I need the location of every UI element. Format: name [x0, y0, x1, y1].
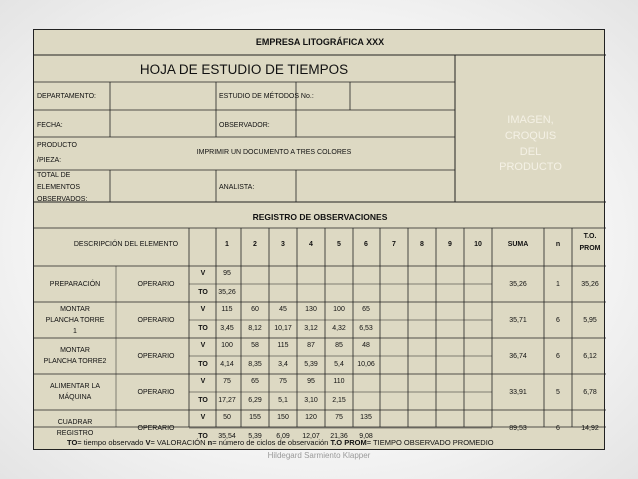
operario-label: OPERARIO [137, 389, 175, 396]
observador-label: OBSERVADOR: [219, 122, 270, 129]
header-descripcion: DESCRIPCIÓN DEL ELEMENTO [73, 241, 179, 248]
legend [67, 439, 494, 447]
valoracion-cell: 100 [221, 342, 233, 349]
n-cell: 1 [556, 281, 560, 288]
valoracion-cell: 75 [223, 378, 231, 385]
total-label-1: TOTAL DE [37, 172, 71, 179]
suma-cell: 35,26 [509, 281, 527, 288]
to-label: TO [198, 325, 208, 332]
element-name-line: PLANCHA TORRE [45, 316, 105, 324]
element-name-line: PREPARACIÓN [49, 280, 101, 288]
tiempo-observado-cell: 3,10 [304, 397, 318, 404]
legend-v-text: = VALORACIÓN [150, 438, 208, 447]
tiempo-observado-cell: 35,26 [218, 289, 236, 296]
tiempo-observado-cell: 12,07 [302, 433, 320, 440]
operario-label: OPERARIO [137, 353, 175, 360]
v-label: V [200, 378, 206, 385]
operario-label: OPERARIO [137, 317, 175, 324]
tiempo-observado-cell: 35,54 [218, 433, 236, 440]
v-label: V [200, 414, 206, 421]
tprom-cell: 6,78 [583, 389, 597, 396]
tiempo-observado-cell: 8,12 [248, 325, 262, 332]
to-label: TO [198, 397, 208, 404]
producto-label-2: /PIEZA: [37, 157, 62, 164]
author-credit: Hildegard Sarmiento Klapper [267, 451, 371, 460]
valoracion-cell: 45 [279, 306, 287, 313]
to-label: TO [198, 361, 208, 368]
valoracion-cell: 50 [223, 414, 231, 421]
n-cell: 6 [556, 425, 560, 432]
valoracion-cell: 115 [221, 306, 233, 313]
element-name-line: PLANCHA TORRE2 [43, 358, 107, 365]
element-name-line: CUADRAR [57, 419, 93, 426]
valoracion-cell: 115 [277, 342, 289, 349]
valoracion-cell: 65 [251, 378, 259, 385]
tiempo-observado-cell: 10,17 [274, 325, 292, 332]
tiempo-observado-cell: 4,32 [332, 325, 346, 332]
tiempo-observado-cell: 17,27 [218, 397, 236, 404]
valoracion-cell: 130 [305, 306, 317, 313]
suma-cell: 33,91 [509, 389, 527, 396]
valoracion-cell: 95 [307, 378, 315, 385]
header-col-2: 2 [253, 241, 257, 248]
total-label-3: OBSERVADOS: [37, 196, 88, 203]
tiempo-observado-cell: 9,08 [359, 433, 373, 440]
header-col-8: 8 [420, 241, 424, 248]
valoracion-cell: 75 [279, 378, 287, 385]
image-text-1: IMAGEN, [507, 113, 554, 126]
header-col-10: 10 [474, 241, 482, 248]
analista-label: ANALISTA: [219, 184, 255, 191]
legend-n-key: n [207, 438, 213, 447]
tiempo-observado-cell: 6,29 [248, 397, 262, 404]
header-col-9: 9 [448, 241, 452, 248]
to-label: TO [198, 289, 208, 296]
tiempo-observado-cell: 3,4 [278, 361, 288, 368]
operario-label: OPERARIO [137, 281, 175, 288]
v-label: V [200, 306, 206, 313]
legend-tprom-text: = TIEMPO OBSERVADO PROMEDIO [366, 438, 494, 447]
n-cell: 5 [556, 389, 560, 396]
tiempo-observado-cell: 4,14 [220, 361, 234, 368]
valoracion-cell: 135 [360, 414, 372, 421]
valoracion-cell: 95 [223, 270, 231, 277]
header-col-1: 1 [225, 241, 229, 248]
header-col-4: 4 [309, 241, 313, 248]
tiempo-observado-cell: 5,4 [334, 361, 344, 368]
valoracion-cell: 155 [249, 414, 261, 421]
tiempo-observado-cell: 6,09 [276, 433, 290, 440]
legend-tprom-key: T.O PROM [330, 438, 367, 447]
image-text-4: PRODUCTO [499, 161, 562, 174]
header-col-7: 7 [392, 241, 396, 248]
valoracion-cell: 87 [307, 342, 315, 349]
element-name-line: 1 [73, 327, 77, 335]
fecha-label: FECHA: [37, 122, 63, 129]
valoracion-cell: 120 [305, 414, 317, 421]
registro-title: REGISTRO DE OBSERVACIONES [252, 212, 388, 222]
suma-cell: 36,74 [509, 353, 527, 360]
n-cell: 6 [556, 353, 560, 360]
header-tprom-2: PROM [579, 245, 601, 252]
valoracion-cell: 65 [362, 306, 370, 313]
element-name-line: REGISTRO [56, 430, 94, 437]
valoracion-cell: 110 [333, 378, 345, 385]
producto-value: IMPRIMIR UN DOCUMENTO A TRES COLORES [196, 149, 352, 156]
image-text-3: DEL [519, 145, 542, 158]
element-name-line: ALIMENTAR LA [49, 383, 101, 390]
tiempo-observado-cell: 8,35 [248, 361, 262, 368]
valoracion-cell: 48 [362, 342, 370, 349]
legend-to-text: = tiempo observado [77, 438, 146, 447]
header-tprom-1: T.O. [583, 233, 597, 240]
header-suma: SUMA [507, 241, 529, 248]
tprom-cell: 35,26 [581, 281, 599, 288]
element-name-line: MÁQUINA [58, 394, 92, 401]
legend-n-text: = número de ciclos de observación [212, 438, 331, 447]
tiempo-observado-cell: 3,12 [304, 325, 318, 332]
legend-v-key: V [145, 438, 151, 447]
departamento-label: DEPARTAMENTO: [37, 93, 96, 100]
tiempo-observado-cell: 5,39 [304, 361, 318, 368]
operario-label: OPERARIO [137, 425, 175, 432]
tiempo-observado-cell: 21,36 [330, 433, 348, 440]
producto-label-1: PRODUCTO [37, 142, 77, 149]
to-label: TO [198, 433, 208, 440]
legend-to-key: TO [67, 438, 78, 447]
tiempo-observado-cell: 2,15 [332, 397, 346, 404]
header-col-6: 6 [364, 241, 368, 248]
tiempo-observado-cell: 10,06 [357, 361, 375, 368]
n-cell: 6 [556, 317, 560, 324]
tprom-cell: 14,92 [581, 425, 599, 432]
header-col-3: 3 [281, 241, 285, 248]
tiempo-observado-cell: 5,1 [278, 397, 288, 404]
tprom-cell: 6,12 [583, 353, 597, 360]
v-label: V [200, 270, 206, 277]
header-n: n [555, 241, 561, 248]
tiempo-observado-cell: 3,45 [220, 325, 234, 332]
image-text-2: CROQUIS [504, 129, 557, 142]
company-title: EMPRESA LITOGRÁFICA XXX [255, 37, 385, 47]
total-label-2: ELEMENTOS [37, 184, 81, 191]
valoracion-cell: 150 [277, 414, 289, 421]
valoracion-cell: 60 [251, 306, 259, 313]
tprom-cell: 5,95 [583, 317, 597, 324]
valoracion-cell: 75 [335, 414, 343, 421]
suma-cell: 35,71 [509, 317, 527, 324]
valoracion-cell: 100 [333, 306, 345, 313]
product-image-placeholder [455, 56, 606, 233]
time-study-sheet [33, 29, 605, 450]
sheet-title: HOJA DE ESTUDIO DE TIEMPOS [139, 62, 349, 77]
valoracion-cell: 58 [251, 342, 259, 349]
valoracion-cell: 85 [335, 342, 343, 349]
estudio-label: ESTUDIO DE MÉTODOS No.: [219, 93, 314, 100]
tiempo-observado-cell: 6,53 [359, 325, 373, 332]
suma-cell: 89,53 [509, 425, 527, 432]
element-name-line: MONTAR [60, 305, 90, 313]
element-name-line: MONTAR [60, 347, 90, 354]
v-label: V [200, 342, 206, 349]
tiempo-observado-cell: 5,39 [248, 433, 262, 440]
header-col-5: 5 [337, 241, 341, 248]
